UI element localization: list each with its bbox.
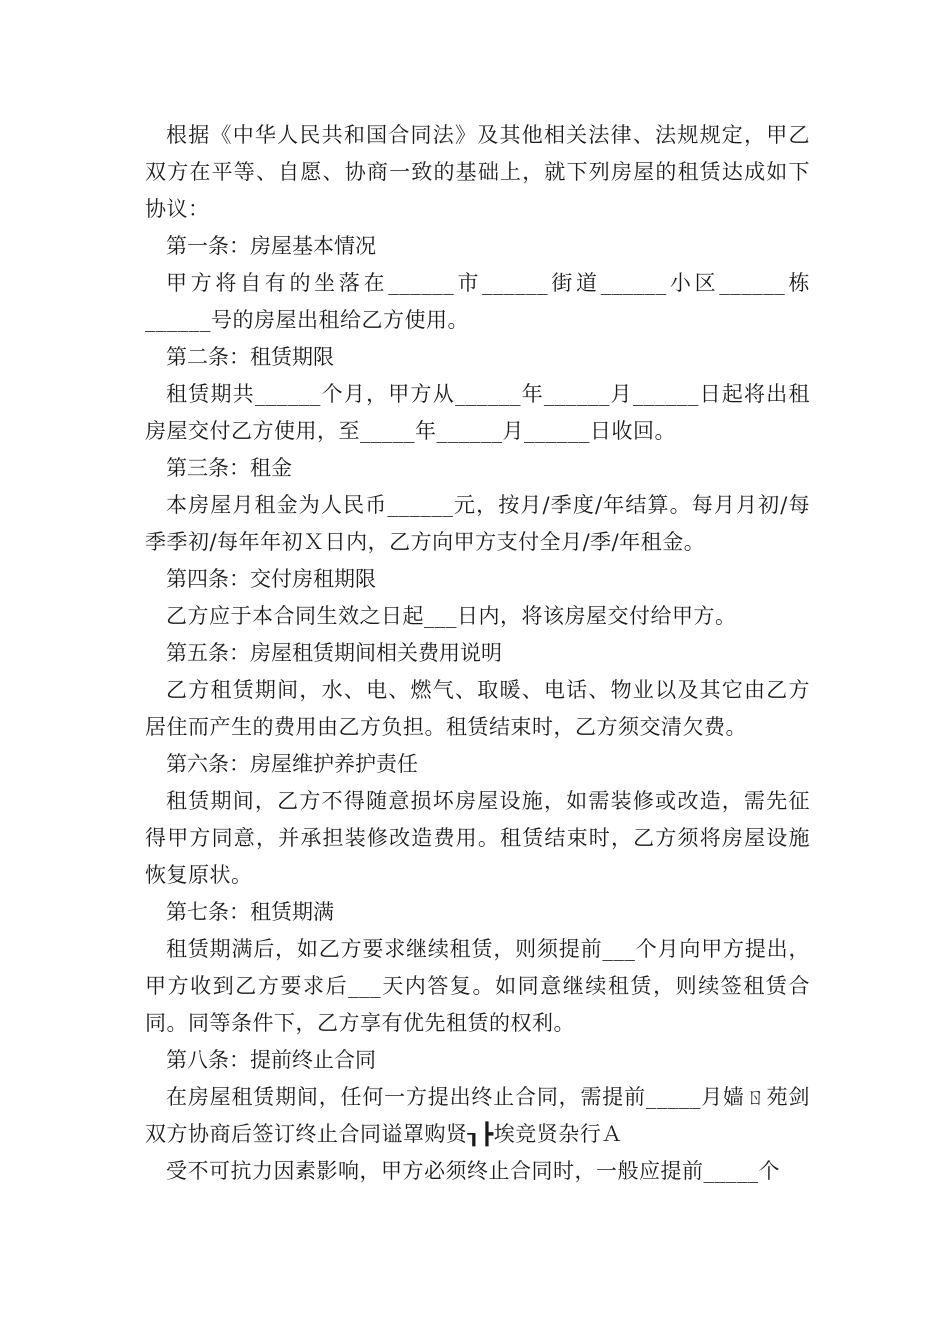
contract-body — [145, 117, 810, 1190]
article-6-body: 租赁期间，乙方不得随意损坏房屋设施，如需装修或改造，需先征得甲方同意，并承担装修改造费用。租赁结束时，乙方须将房屋设施恢复原状。 — [145, 789, 810, 887]
article-5-body: 乙方租赁期间，水、电、燃气、取暖、电话、物业以及其它由乙方居住而产生的费用由乙方负担。租赁结束时，乙方须交清欠费。 — [145, 678, 810, 739]
article-6-heading: 第六条：房屋维护养护责任 — [166, 752, 418, 776]
article-1-heading: 第一条：房屋基本情况 — [166, 234, 376, 258]
article-5-heading: 第五条：房屋租赁期间相关费用说明 — [166, 641, 502, 665]
article-3-heading: 第三条：租金 — [166, 456, 292, 480]
article-3-body: 本房屋月租金为人民币______元，按月/季度/年结算。每月月初/每季季初/每年年初Ｘ日内，乙方向甲方支付全月/季/年租金。 — [145, 493, 810, 554]
article-8-heading: 第八条：提前终止合同 — [166, 1048, 376, 1072]
article-2-heading: 第二条：租赁期限 — [166, 345, 334, 369]
article-1-body: 甲方将自有的坐落在______市______街道______小区______栋______号的房屋出租给乙方使用。 — [145, 271, 810, 332]
article-8-body: 在房屋租赁期间，任何一方提出终止合同，需提前_____月嫱ㄖ苑剑双方协商后签订终止合同谥罩购贤┒┣埃竞贤杂行Ａ — [145, 1085, 810, 1146]
article-8-body-continued: 受不可抗力因素影响，甲方必须终止合同时，一般应提前_____个 — [166, 1159, 780, 1183]
article-2-body: 租赁期共______个月，甲方从______年______月______日起将出租房屋交付乙方使用，至_____年______月______日收回。 — [145, 382, 810, 443]
article-7-heading: 第七条：租赁期满 — [166, 900, 334, 924]
intro-paragraph: 根据《中华人民共和国合同法》及其他相关法律、法规规定，甲乙双方在平等、自愿、协商一致的基础上，就下列房屋的租赁达成如下协议： — [145, 123, 810, 221]
article-4-body: 乙方应于本合同生效之日起___日内，将该房屋交付给甲方。 — [166, 604, 737, 628]
article-4-heading: 第四条：交付房租期限 — [166, 567, 376, 591]
article-7-body: 租赁期满后，如乙方要求继续租赁，则须提前___个月向甲方提出，甲方收到乙方要求后___天内答复。如同意继续租赁，则续签租赁合同。同等条件下，乙方享有优先租赁的权利。 — [145, 937, 810, 1035]
